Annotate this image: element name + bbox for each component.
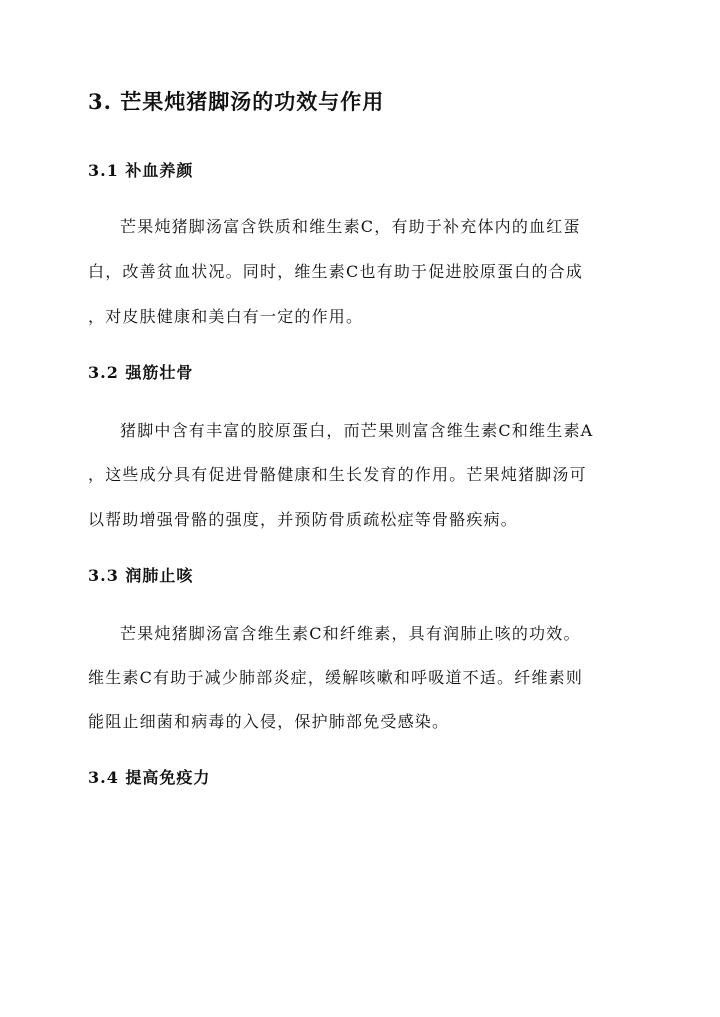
paragraph-3-3-line-1: 芒果炖猪脚汤富含维生素C和纤维素，具有润肺止咳的功效。 — [120, 624, 581, 643]
subsection-heading-3-3: 3.3 润肺止咳 — [88, 566, 194, 585]
subsection-heading-3-4: 3.4 提高免疫力 — [88, 768, 211, 787]
paragraph-3-1-line-1: 芒果炖猪脚汤富含铁质和维生素C，有助于补充体内的血红蛋 — [120, 217, 581, 236]
subsection-heading-3-1: 3.1 补血养颜 — [88, 161, 194, 180]
section-title: 3. 芒果炖猪脚汤的功效与作用 — [88, 89, 385, 114]
paragraph-3-1-line-2: 白，改善贫血状况。同时，维生素C也有助于促进胶原蛋白的合成 — [88, 262, 584, 281]
paragraph-3-3-line-3: 能阻止细菌和病毒的入侵，保护肺部免受感染。 — [88, 712, 450, 731]
paragraph-3-2-line-3: 以帮助增强骨骼的强度，并预防骨质疏松症等骨骼疾病。 — [88, 510, 519, 529]
paragraph-3-3-line-2: 维生素C有助于减少肺部炎症，缓解咳嗽和呼吸道不适。纤维素则 — [88, 668, 584, 687]
paragraph-3-1-line-3: ，对皮肤健康和美白有一定的作用。 — [88, 307, 364, 326]
paragraph-3-2-line-1: 猪脚中含有丰富的胶原蛋白，而芒果则富含维生素C和维生素A — [120, 421, 594, 440]
subsection-heading-3-2: 3.2 强筋壮骨 — [88, 363, 194, 382]
paragraph-3-2-line-2: ，这些成分具有促进骨骼健康和生长发育的作用。芒果炖猪脚汤可 — [88, 465, 587, 484]
